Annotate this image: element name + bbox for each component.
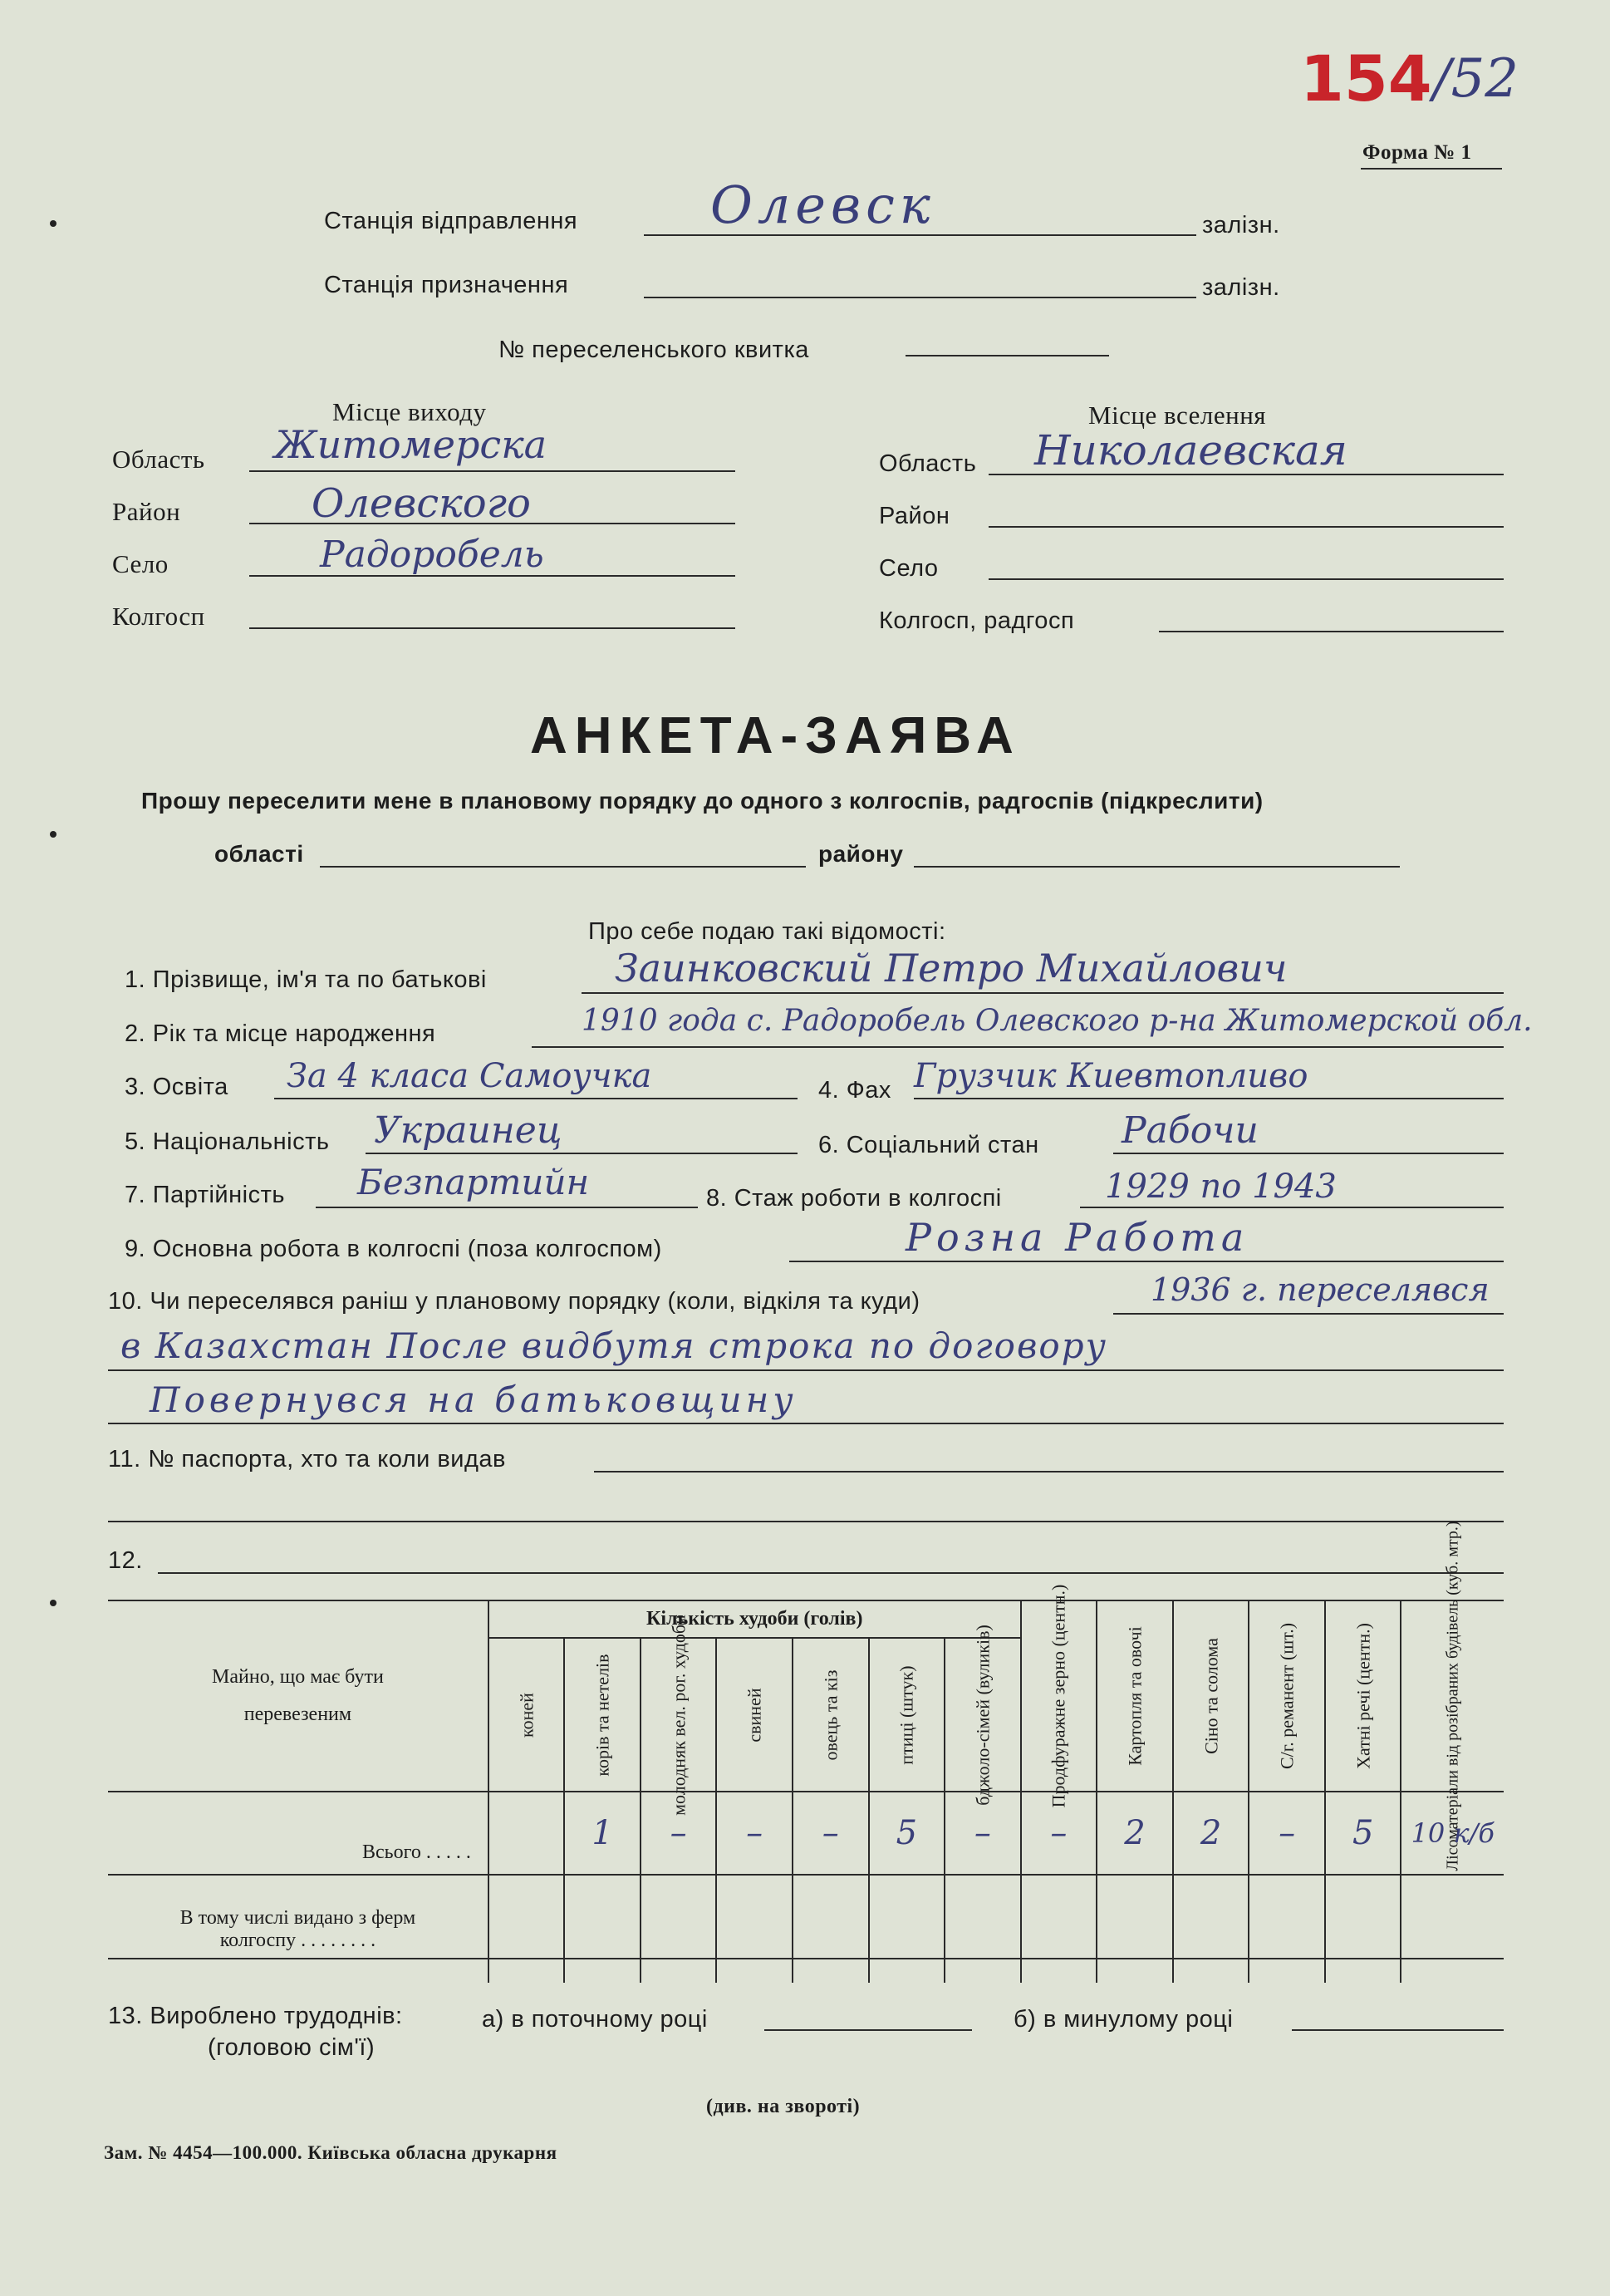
col-header-text: Лісоматеріали від розібраних будівель (куб. мтр.): [1443, 1521, 1462, 1871]
field-6-line: [1113, 1153, 1504, 1154]
dest-oblast-value: Николаевская: [1034, 426, 1347, 474]
total-value-cell: 2: [1097, 1792, 1173, 1875]
total-value-cell: –: [793, 1792, 869, 1875]
info-heading: Про себе подаю такі відомості:: [588, 918, 946, 945]
departure-label: Станція відправлення: [324, 208, 578, 234]
see-back-note: (див. на звороті): [706, 2096, 861, 2117]
col-header-text: Продфуражне зерно (центн.): [1048, 1584, 1069, 1808]
farm-cell: [945, 1875, 1021, 1983]
total-value-cell: 10 к/б: [1401, 1792, 1504, 1875]
form-number: Форма № 1: [1362, 141, 1472, 164]
request-text: Прошу переселити мене в плановому порядку до одного з колгоспів, радгоспів (підкреслити): [141, 788, 1264, 814]
field-8-line: [1080, 1207, 1504, 1208]
total-label: Всього . . . . .: [108, 1792, 488, 1875]
group-header: Кількість худоби (голів): [488, 1600, 1021, 1638]
col-header-text: С/г. реманент (шт.): [1276, 1622, 1298, 1770]
field-9-value: Розна Работа: [906, 1215, 1249, 1260]
punch-mark: [50, 1600, 56, 1606]
farm-cell: [1401, 1875, 1504, 1983]
request-raion-line: [914, 866, 1400, 868]
punch-mark: [50, 831, 56, 838]
field-11-line-2: [108, 1521, 1504, 1522]
archive-number-red: 154: [1300, 42, 1432, 116]
farm-label-line-1: В тому числі видано з ферм: [179, 1906, 416, 1929]
farm-cell: [1249, 1875, 1325, 1983]
origin-oblast-label: Область: [112, 445, 205, 474]
origin-kolhosp-label: Колгосп: [112, 602, 205, 631]
field-2-value: 1910 года с. Радоробель Олевского р-на Житомерской обл.: [582, 1004, 1533, 1038]
dest-kolhosp-label: Колгосп, радгосп: [879, 607, 1075, 634]
form-title: АНКЕТА-ЗАЯВА: [530, 707, 1021, 765]
field-11-line-1: [594, 1471, 1504, 1472]
col-header: [716, 1638, 793, 1792]
request-oblast-line: [320, 866, 806, 868]
destination-line: [644, 297, 1196, 298]
col-header: [1021, 1584, 1097, 1808]
total-value-cell: –: [945, 1792, 1021, 1875]
field-3-value: За 4 класа Самоучка: [287, 1057, 652, 1095]
total-value-cell: –: [1021, 1792, 1097, 1875]
total-value-cell: 5: [869, 1792, 945, 1875]
destination-suffix: залізн.: [1202, 274, 1280, 301]
origin-selo-label: Село: [112, 549, 169, 578]
farm-cell: [564, 1875, 641, 1983]
dest-selo-label: Село: [879, 555, 939, 582]
ticket-label: № переселенського квитка: [498, 337, 809, 363]
row-header-cell: [108, 1600, 488, 1792]
col-header: [945, 1624, 1021, 1806]
punch-mark: [50, 220, 56, 227]
field-4-line: [914, 1098, 1504, 1099]
farm-cell: [1173, 1875, 1249, 1983]
field-7-value: Безпартийн: [357, 1162, 590, 1202]
field-4-value: Грузчик Киевтопливо: [914, 1057, 1308, 1095]
origin-selo-value: Радоробель: [320, 533, 544, 576]
form-number-underline: [1361, 168, 1502, 170]
row-header-line-1: Майно, що має бути: [212, 1666, 384, 1688]
field-11-label: 11. № паспорта, хто та коли видав: [108, 1446, 506, 1472]
field-1-label: 1. Прізвище, ім'я та по батькові: [125, 966, 487, 993]
printer-note: Зам. № 4454—100.000. Київська обласна друкарня: [104, 2142, 557, 2163]
field-4-label: 4. Фах: [818, 1077, 891, 1104]
workdays-label-2: (головою сім'ї): [208, 2034, 376, 2061]
field-10-line-1: [1113, 1313, 1504, 1315]
origin-raion-label: Район: [112, 497, 181, 526]
farm-cell: [869, 1875, 945, 1983]
farm-cell: [488, 1875, 564, 1983]
dest-selo-line: [989, 578, 1504, 580]
field-10-value-1: 1936 г. переселявся: [1151, 1271, 1490, 1308]
col-header-text: Хатні речі (центн.): [1352, 1623, 1374, 1769]
field-3-line: [274, 1098, 798, 1099]
field-10-label: 10. Чи переселявся раніш у плановому порядку (коли, відкіля та куди): [108, 1288, 920, 1315]
total-value-cell: [488, 1792, 564, 1875]
ticket-line: [906, 355, 1109, 356]
total-value-cell: –: [1249, 1792, 1325, 1875]
workdays-label-1: 13. Вироблено трудоднів:: [108, 2003, 403, 2029]
col-header: [641, 1614, 717, 1816]
field-5-label: 5. Національність: [125, 1128, 330, 1155]
col-header: [1173, 1600, 1249, 1792]
departure-suffix: залізн.: [1202, 212, 1280, 238]
field-3-label: 3. Освіта: [125, 1074, 228, 1100]
origin-oblast-line: [249, 470, 735, 472]
total-value-cell: 5: [1325, 1792, 1401, 1875]
field-1-value: Заинковский Петро Михайлович: [615, 946, 1288, 991]
field-8-label: 8. Стаж роботи в колгоспі: [706, 1185, 1002, 1212]
field-5-line: [366, 1153, 798, 1154]
dest-kolhosp-line: [1159, 631, 1504, 632]
farm-label-line-2: колгоспу . . . . . . . .: [219, 1929, 376, 1951]
field-8-value: 1929 по 1943: [1105, 1168, 1337, 1206]
request-oblast-label: області: [214, 841, 304, 867]
col-header: [1325, 1600, 1401, 1792]
dest-raion-label: Район: [879, 503, 950, 529]
total-value-cell: –: [641, 1792, 717, 1875]
farm-cell: [1021, 1875, 1097, 1983]
field-9-line: [789, 1261, 1504, 1262]
field-6-label: 6. Соціальний стан: [818, 1132, 1039, 1158]
field-1-line: [582, 992, 1504, 994]
total-value-cell: –: [716, 1792, 793, 1875]
farm-cell: [716, 1875, 793, 1983]
origin-oblast-value: Житомерска: [274, 422, 547, 467]
row-header-line-2: перевезеним: [243, 1704, 352, 1725]
field-12-label: 12.: [108, 1547, 143, 1574]
destination-heading: Місце вселення: [1088, 401, 1267, 430]
col-header-text: свиней: [744, 1687, 765, 1743]
farm-cell: [1097, 1875, 1173, 1983]
farm-cell: [641, 1875, 717, 1983]
request-raion-label: району: [818, 841, 904, 867]
dest-oblast-label: Область: [879, 450, 977, 477]
field-10-value-2: в Казахстан После видбутя строка по договору: [120, 1325, 1107, 1366]
col-header-text: птиці (штук): [896, 1664, 917, 1765]
workdays-current-label: а) в поточному році: [482, 2006, 708, 2033]
col-header: [869, 1638, 945, 1792]
workdays-current-line: [764, 2029, 972, 2031]
field-7-line: [316, 1207, 698, 1208]
col-header-text: овець та кіз: [820, 1669, 842, 1760]
farm-cell: [793, 1875, 869, 1983]
farm-cell: [1325, 1875, 1401, 1983]
field-7-label: 7. Партійність: [125, 1182, 285, 1208]
destination-label: Станція призначення: [324, 272, 569, 298]
col-header-text: бджоло-сімей (вуликів): [972, 1624, 994, 1806]
origin-kolhosp-line: [249, 627, 735, 629]
col-header: [488, 1638, 564, 1792]
archive-number-blue: /52: [1433, 48, 1519, 110]
field-9-label: 9. Основна робота в колгоспі (поза колгоспом): [125, 1236, 662, 1262]
col-header: [564, 1638, 641, 1792]
total-value-cell: 1: [564, 1792, 641, 1875]
field-10-line-3: [108, 1423, 1504, 1424]
total-value-cell: 2: [1173, 1792, 1249, 1875]
table-bottom-line: [108, 1958, 1504, 1959]
origin-raion-value: Олевского: [312, 480, 531, 527]
field-6-value: Рабочи: [1122, 1109, 1259, 1152]
col-header-text: коней: [516, 1692, 537, 1738]
field-10-value-3: Повернувся на батьковщину: [150, 1379, 798, 1420]
dest-raion-line: [989, 526, 1504, 528]
workdays-previous-label: б) в минулому році: [1014, 2006, 1234, 2033]
col-header-text: молодняк вел. рог. худоби: [668, 1614, 690, 1816]
field-2-label: 2. Рік та місце народження: [125, 1020, 436, 1047]
col-header: [793, 1638, 869, 1792]
col-header-text: Картопля та овочі: [1124, 1626, 1146, 1766]
field-10-line-2: [108, 1369, 1504, 1371]
field-5-value: Украинец: [374, 1109, 562, 1152]
col-header-text: Сіно та солома: [1200, 1638, 1221, 1754]
col-header: [1097, 1600, 1173, 1792]
field-12-line: [158, 1572, 1504, 1574]
origin-heading: Місце виходу: [332, 397, 487, 426]
col-header: [1249, 1600, 1325, 1792]
workdays-previous-line: [1292, 2029, 1504, 2031]
departure-value: Олевск: [710, 175, 935, 235]
col-header-text: корів та нетелів: [591, 1653, 613, 1777]
farm-label-cell: [108, 1875, 488, 1983]
field-2-line: [532, 1046, 1504, 1048]
